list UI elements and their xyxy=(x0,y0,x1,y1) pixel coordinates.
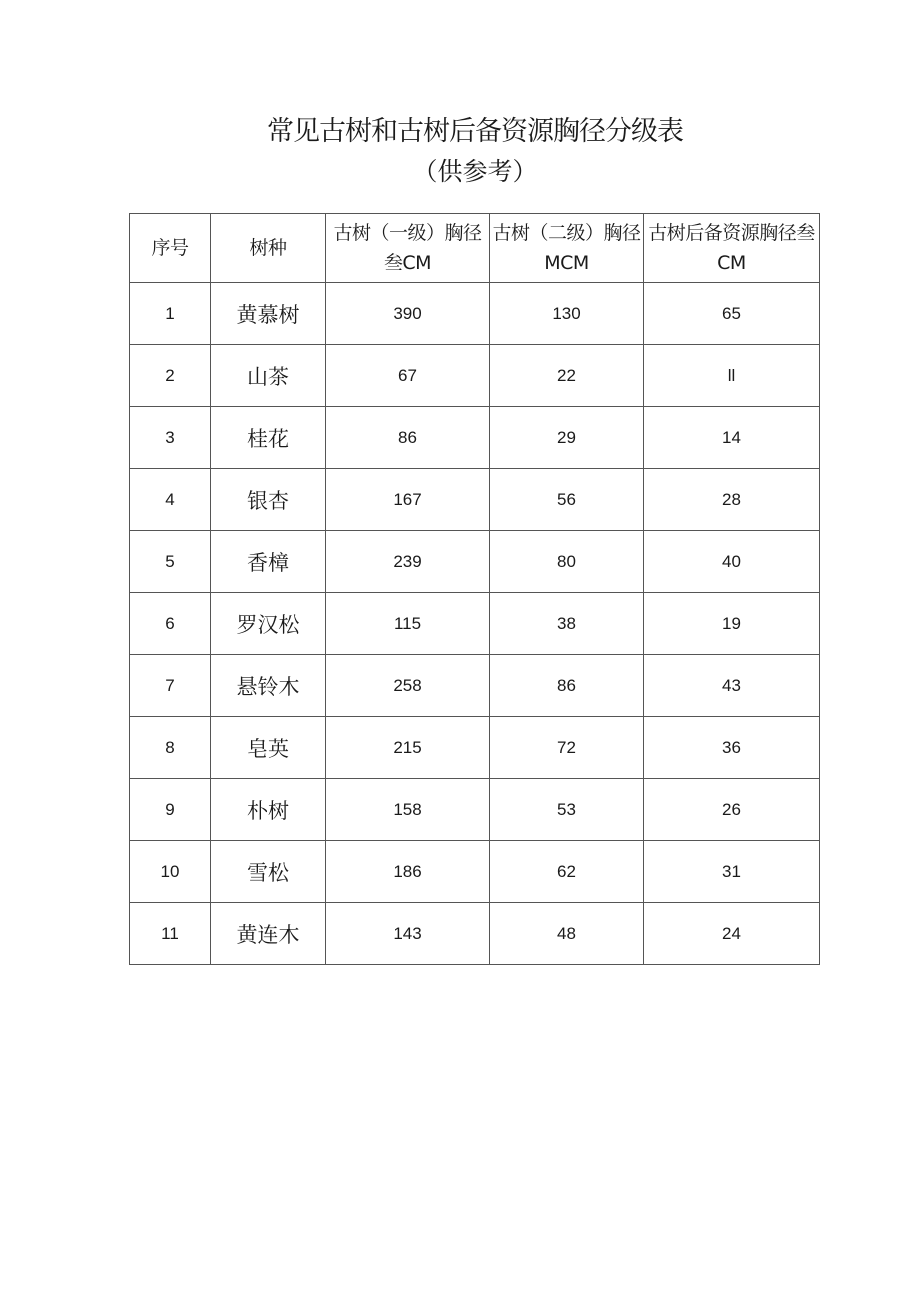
cell-grade2: 62 xyxy=(490,841,644,903)
table-row xyxy=(130,531,820,593)
cell-grade1: 143 xyxy=(326,903,490,965)
table-row xyxy=(130,655,820,717)
cell-reserve: 14 xyxy=(644,407,820,469)
cell-grade2: 72 xyxy=(490,717,644,779)
table-header-row xyxy=(130,214,820,283)
table-row xyxy=(130,717,820,779)
cell-species: 香樟 xyxy=(211,531,326,593)
cell-grade1: 167 xyxy=(326,469,490,531)
cell-grade2: 48 xyxy=(490,903,644,965)
table-row xyxy=(130,407,820,469)
cell-reserve: 65 xyxy=(644,283,820,345)
cell-grade2: 53 xyxy=(490,779,644,841)
cell-reserve: 36 xyxy=(644,717,820,779)
cell-species: 黄慕树 xyxy=(211,283,326,345)
cell-grade2: 56 xyxy=(490,469,644,531)
cell-grade1: 115 xyxy=(326,593,490,655)
cell-species: 悬铃木 xyxy=(211,655,326,717)
cell-reserve: ll xyxy=(644,345,820,407)
table-row xyxy=(130,345,820,407)
cell-grade2: 86 xyxy=(490,655,644,717)
cell-grade1: 186 xyxy=(326,841,490,903)
cell-grade1: 258 xyxy=(326,655,490,717)
document-title-block xyxy=(0,112,920,192)
header-reserve-dbh: 古树后备资源胸径叁CM xyxy=(644,214,820,283)
cell-reserve: 24 xyxy=(644,903,820,965)
table-row xyxy=(130,841,820,903)
cell-reserve: 26 xyxy=(644,779,820,841)
cell-reserve: 40 xyxy=(644,531,820,593)
cell-reserve: 31 xyxy=(644,841,820,903)
cell-serial: 2 xyxy=(130,345,211,407)
header-grade1-dbh: 古树（一级）胸径叁CM xyxy=(326,214,490,283)
cell-serial: 3 xyxy=(130,407,211,469)
cell-species: 黄连木 xyxy=(211,903,326,965)
cell-grade1: 215 xyxy=(326,717,490,779)
cell-serial: 5 xyxy=(130,531,211,593)
header-grade2-dbh: 古树（二级）胸径MCM xyxy=(490,214,644,283)
cell-serial: 10 xyxy=(130,841,211,903)
document-title: 常见古树和古树后备资源胸径分级表 xyxy=(267,116,683,147)
cell-grade1: 158 xyxy=(326,779,490,841)
cell-grade2: 29 xyxy=(490,407,644,469)
cell-reserve: 19 xyxy=(644,593,820,655)
table-row xyxy=(130,903,820,965)
table-row xyxy=(130,469,820,531)
cell-species: 皂英 xyxy=(211,717,326,779)
table-row xyxy=(130,779,820,841)
cell-serial: 9 xyxy=(130,779,211,841)
header-species: 树种 xyxy=(211,214,326,283)
cell-species: 银杏 xyxy=(211,469,326,531)
cell-grade1: 86 xyxy=(326,407,490,469)
cell-serial: 7 xyxy=(130,655,211,717)
cell-serial: 8 xyxy=(130,717,211,779)
cell-grade1: 390 xyxy=(326,283,490,345)
cell-grade2: 38 xyxy=(490,593,644,655)
cell-serial: 4 xyxy=(130,469,211,531)
cell-grade2: 22 xyxy=(490,345,644,407)
document-subtitle: （供参考） xyxy=(412,157,538,186)
cell-species: 罗汉松 xyxy=(211,593,326,655)
cell-serial: 11 xyxy=(130,903,211,965)
cell-grade1: 239 xyxy=(326,531,490,593)
dbh-grade-table xyxy=(129,213,820,965)
cell-species: 雪松 xyxy=(211,841,326,903)
cell-serial: 6 xyxy=(130,593,211,655)
table-row xyxy=(130,593,820,655)
cell-reserve: 28 xyxy=(644,469,820,531)
table-row xyxy=(130,283,820,345)
cell-grade2: 80 xyxy=(490,531,644,593)
cell-species: 朴树 xyxy=(211,779,326,841)
cell-serial: 1 xyxy=(130,283,211,345)
cell-grade2: 130 xyxy=(490,283,644,345)
header-serial: 序号 xyxy=(130,214,211,283)
cell-grade1: 67 xyxy=(326,345,490,407)
cell-species: 山茶 xyxy=(211,345,326,407)
cell-species: 桂花 xyxy=(211,407,326,469)
cell-reserve: 43 xyxy=(644,655,820,717)
